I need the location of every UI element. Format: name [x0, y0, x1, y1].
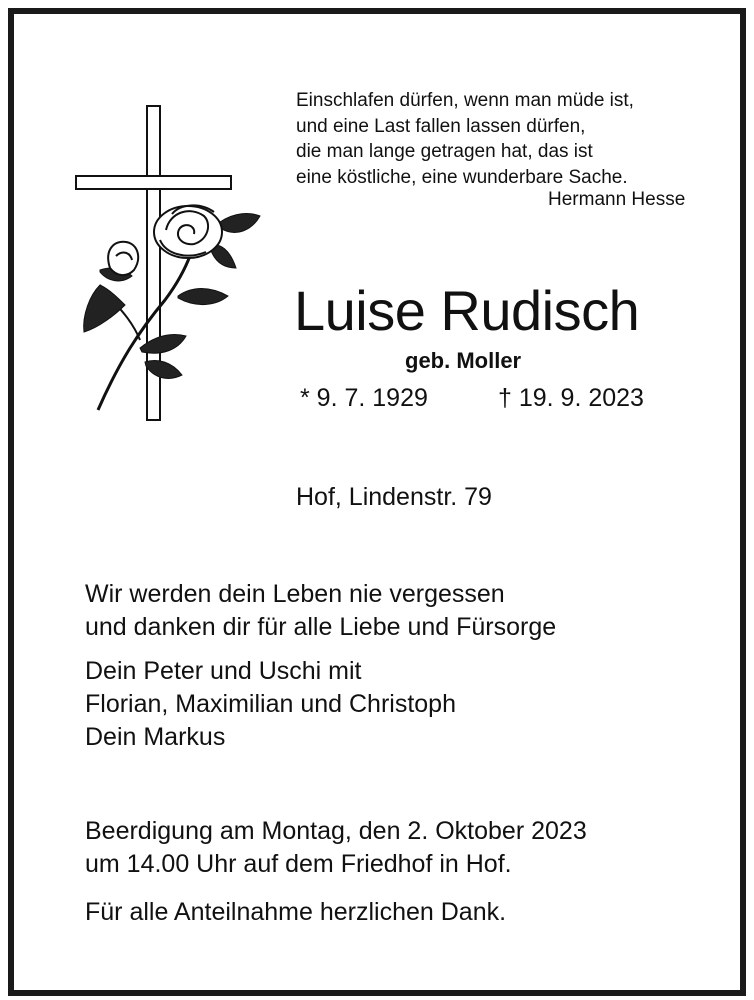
birth-date: * 9. 7. 1929 — [300, 384, 428, 412]
funeral-info — [85, 815, 587, 881]
poem-author: Hermann Hesse — [548, 189, 686, 210]
maiden-name: geb. Moller — [405, 348, 522, 373]
family-signatures — [85, 655, 456, 754]
poem-line: eine köstliche, eine wunderbare Sache. — [296, 166, 628, 188]
thanks-note: Für alle Anteilnahme herzlichen Dank. — [85, 898, 507, 926]
family-line: Dein Peter und Uschi mit — [85, 657, 362, 685]
poem-line: und eine Last fallen lassen dürfen, — [296, 115, 586, 137]
cross-with-rose-icon — [70, 100, 270, 430]
poem-line: Einschlafen dürfen, wenn man müde ist, — [296, 90, 634, 111]
deceased-name: Luise Rudisch — [294, 279, 640, 342]
family-line: Florian, Maximilian und Christoph — [85, 690, 456, 718]
poem-line: die man lange getragen hat, das ist — [296, 141, 593, 162]
memorial-motto — [85, 578, 556, 644]
funeral-line: Beerdigung am Montag, den 2. Oktober 2023 — [85, 817, 587, 845]
motto-line: und danken dir für alle Liebe und Fürsorge — [85, 613, 557, 641]
death-date: † 19. 9. 2023 — [498, 384, 644, 412]
address: Hof, Lindenstr. 79 — [296, 483, 492, 511]
family-line: Dein Markus — [85, 723, 226, 751]
funeral-line: um 14.00 Uhr auf dem Friedhof in Hof. — [85, 850, 512, 878]
poem-quote — [296, 88, 634, 190]
motto-line: Wir werden dein Leben nie vergessen — [85, 580, 505, 608]
